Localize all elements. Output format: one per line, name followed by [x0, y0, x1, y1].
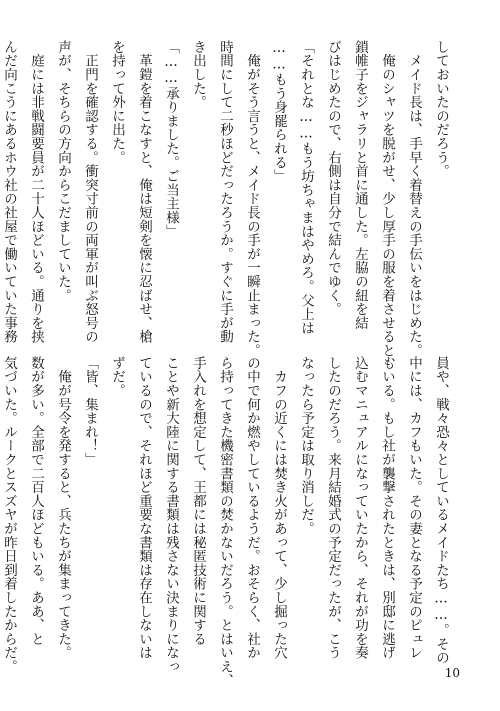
text-line: 革鎧を着こなすと、俺は短剣を懐に忍ばせ、槍	[136, 40, 152, 344]
page-number: 10	[444, 666, 460, 680]
text-line: 「それとな……もう坊ちゃまはやめろ。父上は	[298, 40, 314, 335]
text-line: びはじめたので、右側は自分で結んでゆく。	[325, 40, 341, 316]
text-line: なったら予定は取り消しだ。	[298, 356, 314, 536]
text-line: を持って外に出た。	[109, 40, 125, 165]
text-line: メイド長は、手早く着替えの手伝いをはじめた。	[406, 40, 422, 358]
text-line: ら持ってきた機密書類の焚かないだろう。とはいえ、	[217, 356, 233, 688]
text-line: 数が多い。全部で二百人ほどもいる。ああ、と	[28, 356, 44, 646]
text-line: 中には、カフもいた。その妻となる予定のピュレ	[406, 356, 422, 660]
text-line: 俺が号令を発すると、兵たちが集まってきた。	[55, 356, 71, 660]
text-line: 声が、そちらの方向からこだましていた。	[55, 40, 71, 303]
text-line: しておいたのだろう。	[433, 40, 449, 178]
text-line: もいる。もし社が襲撃されたときは、別邸に逃げ	[379, 356, 395, 660]
text-line: カフの近くには焚き火があって、少し掘った穴	[271, 356, 287, 660]
text-line: 員や、戦々恐々としているメイドたち……。その	[433, 356, 449, 665]
text-line: 「皆、集まれ！」	[82, 356, 98, 467]
text-line: 庭には非戦闘要員が二十人ほどいる。通りを挟	[28, 40, 44, 344]
text-line: 俺のシャツを脱がせ、少し厚手の服を着させると、	[379, 40, 395, 372]
upper-text-block	[1, 40, 454, 372]
text-line: 俺がそう言うと、メイド長の手が一瞬止まった。	[244, 40, 260, 358]
text-line: ずだ。	[109, 356, 125, 398]
text-line: 手入れを想定して、王都には秘匿技術に関する	[190, 356, 206, 646]
text-line: ことや新大陸に関する書類は残さない決まりになっ	[163, 356, 179, 674]
text-line: ているので、それほど重要な書類は存在しないは	[136, 356, 152, 660]
text-line: 時間にして二秒ほどだったろうか。すぐに手が動	[217, 40, 233, 344]
text-line: 気づいた。ルークとスズヤが昨日到着したからだ。	[1, 356, 17, 674]
text-line: ……もう身罷られる」	[271, 40, 287, 183]
text-line: 「……承りました。ご当主様」	[163, 40, 179, 239]
text-line: の中で何か燃やしているようだ。おそらく、社か	[244, 356, 260, 660]
text-line: 込むマニュアルになっていたから、それが功を奏	[352, 356, 368, 660]
text-line: したのだろう。来月結婚式の予定だったが、こう	[325, 356, 341, 660]
text-line: 鎖帷子をジャラリと首に通した。左脇の紐を結	[352, 40, 368, 330]
text-line: き出した。	[190, 40, 206, 109]
text-line: んだ向こうにあるホウ社の社屋で働いていた事務	[1, 40, 17, 344]
text-line: 正門を確認する。衝突寸前の両軍が叫ぶ怒号の	[82, 40, 98, 344]
